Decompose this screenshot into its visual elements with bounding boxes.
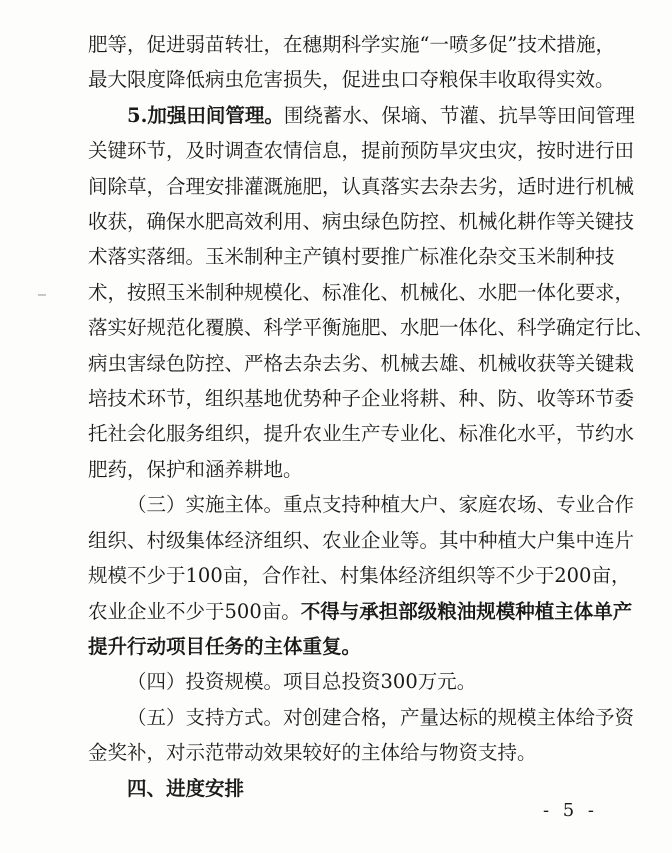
paragraph-fertilizer-continued bbox=[88, 27, 615, 98]
paragraph-investment-scale bbox=[88, 664, 600, 699]
text-line: 间除草，合理安排灌溉施肥，认真落实去杂去劣，适时进行机械 bbox=[88, 174, 635, 198]
text-line: （五）支持方式。对创建合格，产量达标的规模主体给予资 bbox=[127, 705, 635, 729]
bold-notice: 不得与承担部级粮油规模种植主体单产 bbox=[300, 599, 633, 623]
text-line: 肥等，促进弱苗转壮，在穗期科学实施“一喷多促”技术措施， bbox=[88, 33, 615, 56]
text-line: （三）实施主体。重点支持种植大户、家庭农场、专业合作 bbox=[127, 493, 635, 517]
paragraph-field-management bbox=[88, 98, 654, 487]
text-line: （四）投资规模。项目总投资300万元。 bbox=[127, 670, 477, 694]
text-line: 病虫害绿色防控、严格去杂去劣、机械去雄、机械收获等关键栽 bbox=[88, 351, 635, 375]
section-title: 5.加强田间管理。 bbox=[127, 103, 284, 127]
text-line: 金奖补，对示范带动效果较好的主体给与物资支持。 bbox=[88, 741, 537, 765]
section-heading-schedule: 四、进度安排 bbox=[127, 776, 245, 800]
page-number: - 5 - bbox=[542, 800, 598, 821]
text-line: 5.加强田间管理。围绕蓄水、保墒、节灌、抗旱等田间管理 bbox=[127, 103, 635, 127]
text-line: 提升行动项目任务的主体重复。 bbox=[88, 634, 362, 658]
text-line: 最大限度降低病虫危害损失，促进虫口夺粮保丰收取得实效。 bbox=[88, 68, 615, 92]
text-line: 收获，确保水肥高效利用、病虫绿色防控、机械化耕作等关键技 bbox=[88, 210, 635, 234]
text-line: 农业企业不少于500亩。不得与承担部级粮油规模种植主体单产 bbox=[88, 599, 633, 623]
text-line: 培技术环节，组织基地优势种子企业将耕、种、防、收等环节委 bbox=[88, 387, 635, 411]
text-line: 术，按照玉米制种规模化、标准化、机械化、水肥一体化要求， bbox=[88, 280, 635, 304]
paragraph-implementing-subjects bbox=[88, 487, 635, 664]
text-line: 肥药，保护和涵养耕地。 bbox=[88, 457, 303, 481]
document-body bbox=[88, 27, 654, 806]
text-line: 落实好规范化覆膜、科学平衡施肥、水肥一体化、科学确定行比、 bbox=[88, 316, 654, 340]
text-line: 组织、村级集体经济组织、农业企业等。其中种植大户集中连片 bbox=[88, 528, 635, 552]
text-line: 关键环节，及时调查农情信息，提前预防旱灾虫灾，按时进行田 bbox=[88, 139, 635, 163]
text-line: 托社会化服务组织，提升农业生产专业化、标准化水平，节约水 bbox=[88, 422, 635, 446]
scan-mark bbox=[38, 294, 46, 296]
text-line: 术落实落细。玉米制种主产镇村要推广标准化杂交玉米制种技 bbox=[88, 245, 615, 269]
paragraph-support-method bbox=[88, 700, 635, 771]
text-line: 规模不少于100亩，合作社、村集体经济组织等不少于200亩， bbox=[88, 564, 631, 588]
